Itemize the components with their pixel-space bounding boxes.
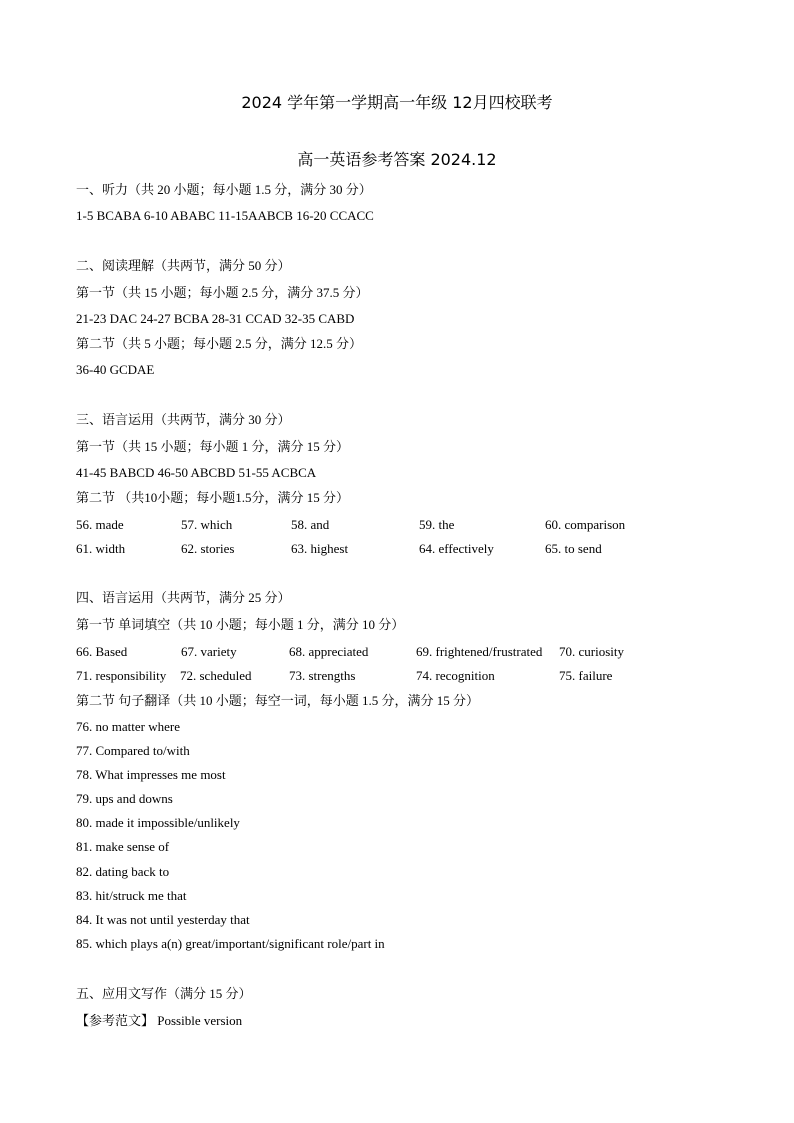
answer-cell: 73. strengths bbox=[289, 668, 356, 683]
translation-item: 78. What impresses me most bbox=[76, 767, 226, 782]
translation-item: 77. Compared to/with bbox=[76, 743, 190, 758]
answer-cell: 64. effectively bbox=[419, 541, 494, 556]
answer-cell: 58. and bbox=[291, 517, 330, 532]
translation-item: 79. ups and downs bbox=[76, 791, 173, 806]
answer-cell: 70. curiosity bbox=[559, 644, 624, 659]
answer-cell: 75. failure bbox=[559, 668, 613, 683]
translation-item: 76. no matter where bbox=[76, 719, 180, 734]
answer-cell: 69. frightened/frustrated bbox=[416, 644, 543, 659]
translation-item: 85. which plays a(n) great/important/significant role/part in bbox=[76, 936, 385, 951]
translation-item: 82. dating back to bbox=[76, 864, 170, 879]
listening-answers: 1-5 BCABA 6-10 ABABC 11-15AABCB 16-20 CCACC bbox=[76, 208, 374, 223]
translation-item: 80. made it impossible/unlikely bbox=[76, 815, 240, 830]
language-use-part1-answers: 41-45 BABCD 46-50 ABCBD 51-55 ACBCA bbox=[76, 465, 317, 480]
reading-part1-answers: 21-23 DAC 24-27 BCBA 28-31 CCAD 32-35 CABD bbox=[76, 311, 355, 326]
language-use2-heading: 四、语言运用（共两节，满分 25 分） bbox=[76, 590, 291, 605]
translation-item: 84. It was not until yesterday that bbox=[76, 912, 250, 927]
answer-cell: 74. recognition bbox=[416, 668, 495, 683]
answer-cell: 66. Based bbox=[76, 644, 128, 659]
writing-heading: 五、应用文写作（满分 15 分） bbox=[76, 986, 252, 1001]
language-use2-part1-heading: 第一节 单词填空（共 10 小题；每小题 1 分，满分 10 分） bbox=[76, 617, 405, 632]
answer-cell: 65. to send bbox=[545, 541, 602, 556]
answer-cell: 57. which bbox=[181, 517, 233, 532]
answer-cell: 68. appreciated bbox=[289, 644, 369, 659]
language-use-part2-heading: 第二节 （共10小题；每小题1.5分，满分 15 分） bbox=[76, 490, 350, 505]
document-subtitle: 高一英语参考答案 2024.12 bbox=[297, 150, 497, 169]
reading-heading: 二、阅读理解（共两节，满分 50 分） bbox=[76, 258, 291, 273]
answer-cell: 72. scheduled bbox=[180, 668, 252, 683]
answer-cell: 67. variety bbox=[181, 644, 237, 659]
language-use-heading: 三、语言运用（共两节，满分 30 分） bbox=[76, 412, 291, 427]
answer-cell: 60. comparison bbox=[545, 517, 626, 532]
document-title: 2024 学年第一学期高一年级 12月四校联考 bbox=[241, 93, 553, 112]
answer-cell: 59. the bbox=[419, 517, 455, 532]
language-use-part1-heading: 第一节（共 15 小题；每小题 1 分，满分 15 分） bbox=[76, 439, 350, 454]
reading-part2-heading: 第二节（共 5 小题；每小题 2.5 分，满分 12.5 分） bbox=[76, 336, 363, 351]
answer-cell: 56. made bbox=[76, 517, 124, 532]
answer-cell: 61. width bbox=[76, 541, 126, 556]
sample-essay-label: 【参考范文】 Possible version bbox=[76, 1013, 243, 1028]
answer-cell: 62. stories bbox=[181, 541, 235, 556]
reading-part1-heading: 第一节（共 15 小题；每小题 2.5 分，满分 37.5 分） bbox=[76, 285, 369, 300]
language-use2-part2-heading: 第二节 句子翻译（共 10 小题；每空一词，每小题 1.5 分，满分 15 分） bbox=[76, 693, 480, 708]
listening-heading: 一、听力（共 20 小题；每小题 1.5 分，满分 30 分） bbox=[76, 182, 372, 197]
reading-part2-answers: 36-40 GCDAE bbox=[76, 362, 155, 377]
answer-cell: 71. responsibility bbox=[76, 668, 167, 683]
translation-item: 83. hit/struck me that bbox=[76, 888, 187, 903]
translation-item: 81. make sense of bbox=[76, 839, 170, 854]
answer-cell: 63. highest bbox=[291, 541, 349, 556]
